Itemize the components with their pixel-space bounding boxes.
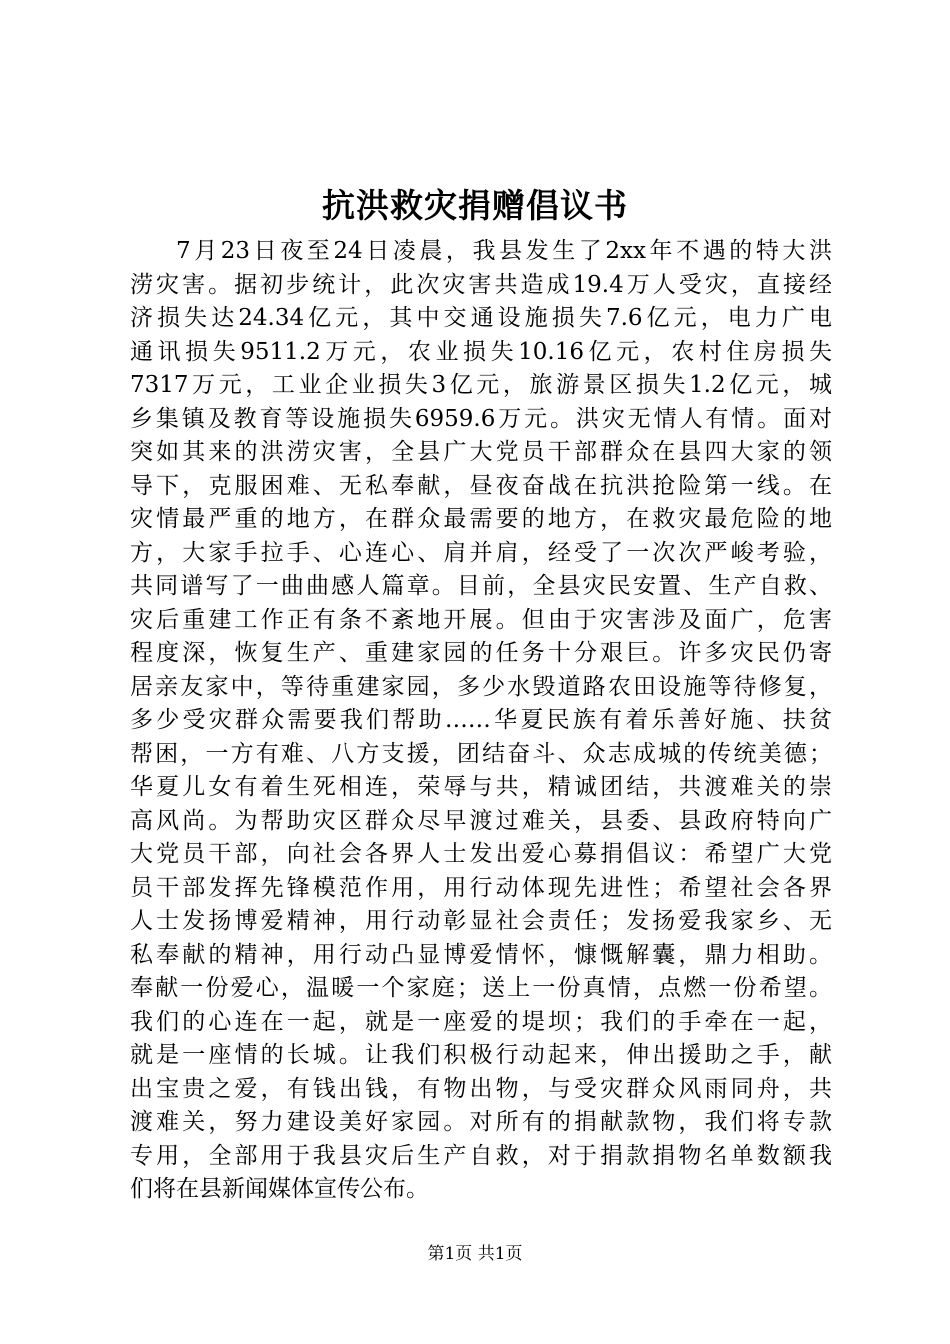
body-line: 突如其来的洪涝灾害，全县广大党员干部群众在县四大家的领 — [130, 439, 832, 465]
body-line: 我们的心连在一起，就是一座爱的堤坝；我们的手牵在一起， — [130, 1008, 832, 1035]
body-line: 共同谱写了一曲曲感人篇章。目前，全县灾民安置、生产自救、 — [130, 573, 832, 599]
body-line: 居亲友家中，等待重建家园，多少水毁道路农田设施等待修复， — [130, 673, 832, 700]
body-line: 们将在县新闻媒体宣传公布。 — [130, 1176, 429, 1202]
body-line: 员干部发挥先锋模范作用，用行动体现先进性；希望社会各界 — [130, 874, 832, 901]
body-line: 出宝贵之爱，有钱出钱，有物出物，与受灾群众风雨同舟，共 — [130, 1075, 832, 1102]
body-line: 大党员干部，向社会各界人士发出爱心募捐倡议：希望广大党 — [130, 841, 832, 867]
body-line: 涝灾害。据初步统计，此次灾害共造成19.4万人受灾，直接经 — [130, 271, 832, 298]
document-title: 抗洪救灾捐赠倡议书 — [322, 186, 628, 225]
body-line: 帮困，一方有难、八方支援，团结奋斗、众志成城的传统美德； — [130, 740, 832, 767]
page-footer: 第1页 共1页 — [427, 1244, 523, 1264]
body-line: 导下，克服困难、无私奉献，昼夜奋战在抗洪抢险第一线。在 — [130, 472, 832, 499]
body-line: 人士发扬博爱精神，用行动彰显社会责任；发扬爱我家乡、无 — [130, 908, 832, 934]
body-line: 程度深，恢复生产、重建家园的任务十分艰巨。许多灾民仍寄 — [130, 640, 832, 666]
body-line: 济损失达24.34亿元，其中交通设施损失7.6亿元，电力广电 — [130, 305, 832, 331]
body-line: 多少受灾群众需要我们帮助……华夏民族有着乐善好施、扶贫 — [130, 707, 832, 733]
body-line: 灾情最严重的地方，在群众最需要的地方，在救灾最危险的地 — [130, 506, 832, 532]
body-line: 通讯损失9511.2万元，农业损失10.16亿元，农村住房损失 — [130, 338, 832, 365]
body-line: 就是一座情的长城。让我们积极行动起来，伸出援助之手，献 — [130, 1042, 832, 1068]
document-body — [130, 235, 832, 1207]
body-line: 高风尚。为帮助灾区群众尽早渡过难关，县委、县政府特向广 — [130, 807, 832, 834]
body-line: 私奉献的精神，用行动凸显博爱情怀，慷慨解囊，鼎力相助。 — [130, 941, 832, 968]
body-line: 7317万元，工业企业损失3亿元，旅游景区损失1.2亿元，城 — [130, 372, 832, 398]
body-line: 专用，全部用于我县灾后生产自救，对于捐款捐物名单数额我 — [130, 1142, 832, 1169]
body-line: 方，大家手拉手、心连心、肩并肩，经受了一次次严峻考验， — [130, 539, 832, 566]
body-line: 奉献一份爱心，温暖一个家庭；送上一份真情，点燃一份希望。 — [130, 975, 832, 1001]
body-line: 7月23日夜至24日凌晨，我县发生了2xx年不遇的特大洪 — [176, 238, 832, 264]
body-line: 乡集镇及教育等设施损失6959.6万元。洪灾无情人有情。面对 — [130, 405, 832, 432]
body-line: 华夏儿女有着生死相连，荣辱与共，精诚团结，共渡难关的崇 — [130, 774, 832, 800]
body-line: 灾后重建工作正有条不紊地开展。但由于灾害涉及面广，危害 — [130, 606, 832, 633]
body-line: 渡难关，努力建设美好家园。对所有的捐献款物，我们将专款 — [130, 1109, 832, 1135]
